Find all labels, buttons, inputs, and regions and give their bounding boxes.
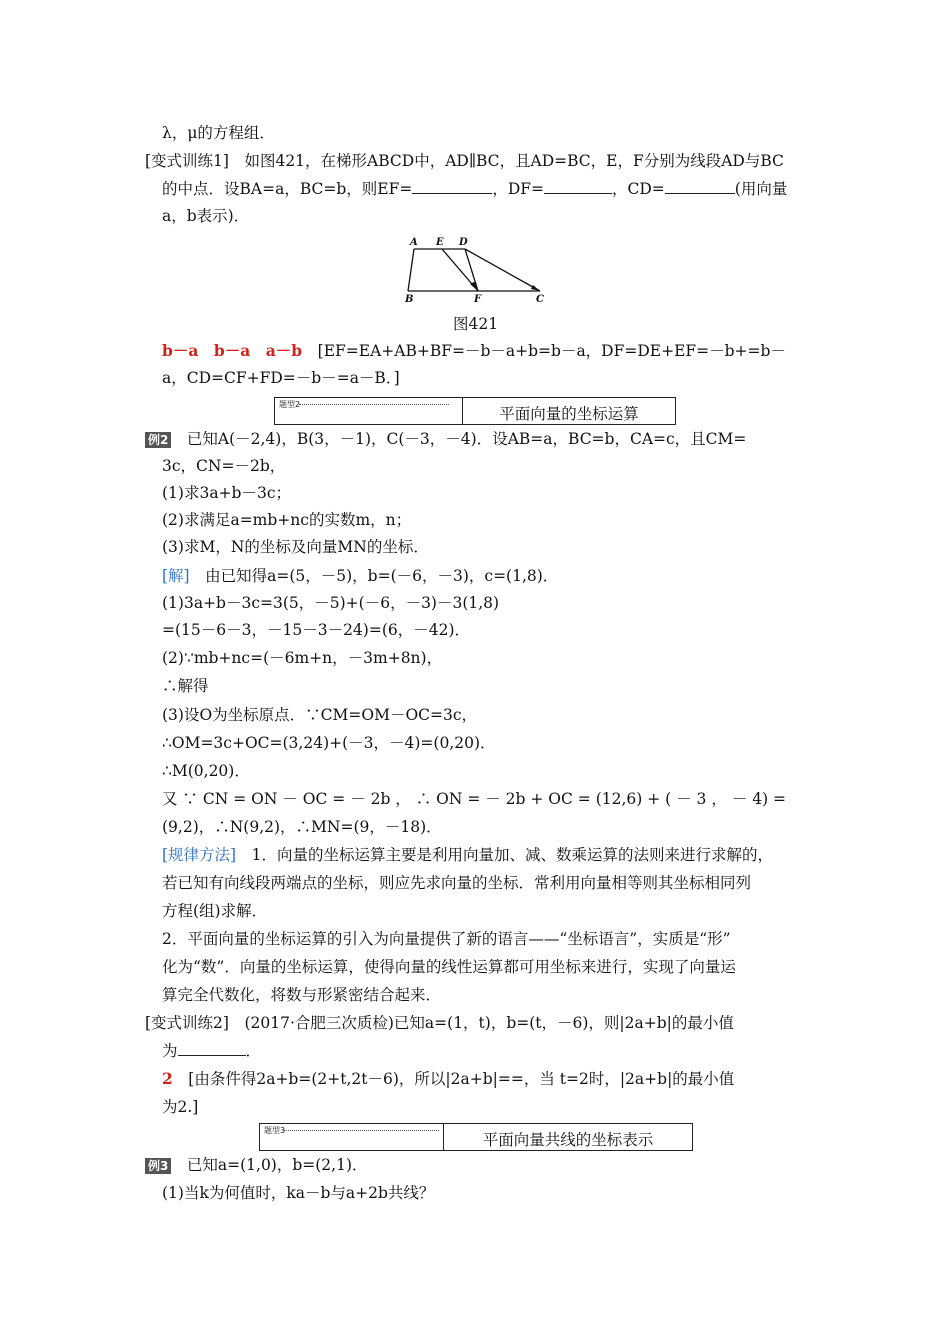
example-3-line-1: 例3 已知a=(1,0)，b=(2,1)． (145, 1155, 368, 1175)
solution-line-1: [解] 由已知得a=(5，－5)，b=(－6，－3)，c=(1,8)． (162, 567, 559, 585)
solution-line: =(15－6－3，－15－3－24)=(6，－42)． (162, 621, 471, 639)
rule-line-1: [规律方法] 1．向量的坐标运算主要是利用向量加、减、数乘运算的法则来进行求解的， (162, 846, 773, 864)
trapezoid-figure (398, 232, 558, 304)
question-1: (1)求3a+b－3c； (162, 484, 292, 502)
exercise-1-line-3: a，b表示)． (162, 207, 250, 225)
rule-line: 化为“数”．向量的坐标运算，使得向量的线性运算都可用坐标来进行，实现了向量运 (162, 958, 736, 976)
question-2: (2)求满足a=mb+nc的实数m，n； (162, 511, 412, 529)
point-label: E (436, 237, 444, 248)
exercise-1-line-1: [变式训练1] 如图421，在梯形ABCD中，AD∥BC，且AD=BC，E，F分别为线段AD与BC (145, 152, 784, 170)
answer-2-line-2: 为2.] (162, 1098, 199, 1116)
rule-line: 算完全代数化，将数与形紧密结合起来． (162, 986, 442, 1004)
answer-blank[interactable] (544, 179, 612, 194)
exercise-2-line-2: 为 ． (162, 1042, 262, 1060)
point-label: F (474, 294, 482, 304)
answer-blank[interactable] (412, 179, 492, 194)
solution-line: (3)设O为坐标原点．∵CM=OM－OC=3c， (162, 706, 478, 724)
point-label: A (410, 237, 418, 248)
point-label: B (405, 294, 414, 304)
topic-tag: 题型3 (264, 1126, 286, 1135)
answer-1-line-2: a，CD=CF+FD=－b－=a－B．] (162, 369, 400, 387)
example-2-line-1: 例2 已知A(－2,4)，B(3，－1)，C(－3，－4)．设AB=a，BC=b，CA=c，且CM= (145, 429, 746, 449)
topic-title: 平面向量的坐标运算 (499, 405, 639, 423)
rule-line: 若已知有向线段两端点的坐标，则应先求向量的坐标．常利用向量相等则其坐标相同列 (162, 874, 752, 892)
topic-2-header (274, 397, 676, 425)
answer-blank[interactable] (665, 179, 735, 194)
exercise-2-line-1: [变式训练2] (2017·合肥三次质检)已知a=(1，t)，b=(t，－6)，则|2a+b|的最小值 (145, 1014, 734, 1032)
rule-line: 方程(组)求解． (162, 902, 268, 920)
text-line: λ，μ的方程组． (162, 124, 275, 142)
example-label: 例2 (145, 432, 171, 448)
solution-line: ∴M(0,20)． (162, 762, 250, 780)
solution-line: ∴解得 (162, 677, 209, 695)
question-3: (3)求M，N的坐标及向量MN的坐标． (162, 538, 429, 556)
figure-caption: 图421 (453, 315, 499, 333)
topic-tag: 题型2 (279, 400, 301, 409)
solution-line: (2)∵mb+nc=(－6m+n，－3m+8n)， (162, 649, 443, 667)
point-label: C (536, 294, 544, 304)
solution-line: (1)3a+b－3c=3(5，－5)+(－6，－3)－3(1,8) (162, 594, 500, 612)
exercise-1-line-2: 的中点．设BA=a，BC=b，则EF= ，DF= ，CD= (用向量 (162, 180, 788, 198)
example-2-line-2: 3c，CN=－2b， (162, 457, 286, 475)
solution-line: (9,2)，∴N(9,2)，∴MN=(9，－18)． (162, 818, 442, 836)
solution-line: 又 ∵ CN = ON － OC = － 2b ， ∴ ON = － 2b + OC = (12,6) + ( － 3 ， － 4) = (162, 790, 787, 808)
answer-2-line-1: 2 [由条件得2a+b=(2+t,2t－6)，所以|2a+b|==，当 t=2时，|2a+b|的最小值 (162, 1069, 735, 1088)
topic-title: 平面向量共线的坐标表示 (482, 1131, 654, 1149)
solution-line: ∴OM=3c+OC=(3,24)+(－3，－4)=(0,20)． (162, 734, 496, 752)
example-label: 例3 (145, 1158, 171, 1174)
answer-1-line-1: b－a b－a a－b [EF=EA+AB+BF=－b－a+b=b－a，DF=DE+EF=－b+=b－ (162, 341, 786, 360)
topic-3-header (259, 1123, 693, 1151)
rule-line: 2．平面向量的坐标运算的引入为向量提供了新的语言——“坐标语言”，实质是“形” (162, 930, 731, 948)
example-3-question-1: (1)当k为何值时，ka－b与a+2b共线？ (162, 1184, 435, 1202)
point-label: D (459, 237, 468, 248)
answer-blank[interactable] (178, 1041, 246, 1056)
